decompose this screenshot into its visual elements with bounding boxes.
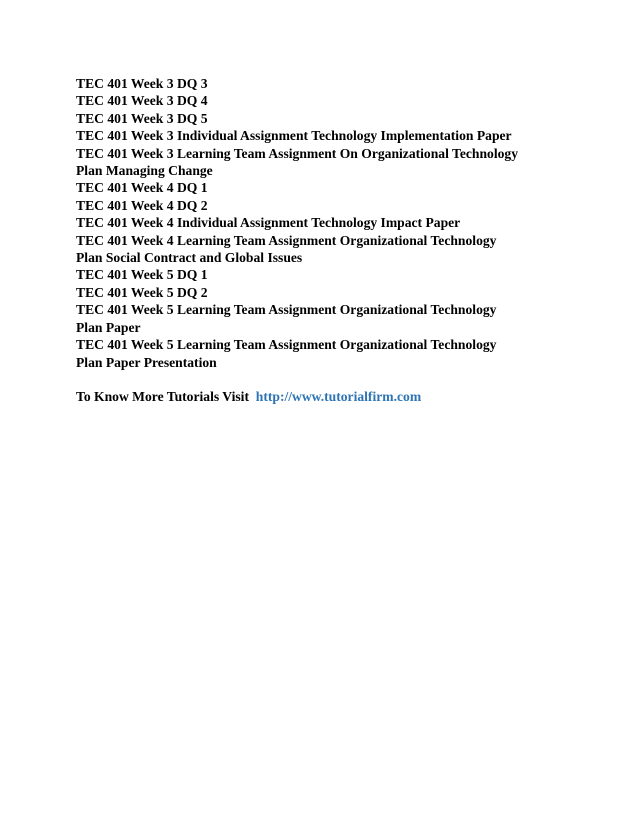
footer-text: To Know More Tutorials Visit xyxy=(76,388,249,404)
list-item: TEC 401 Week 4 DQ 2 xyxy=(76,197,208,213)
list-item: TEC 401 Week 5 DQ 2 xyxy=(76,284,208,300)
list-item: TEC 401 Week 3 DQ 3 xyxy=(76,76,208,91)
list-item: TEC 401 Week 3 Individual Assignment Technology Implementation Paper xyxy=(76,128,512,144)
list-item: TEC 401 Week 5 DQ 1 xyxy=(76,267,208,283)
list-item: TEC 401 Week 3 DQ 5 xyxy=(76,110,208,126)
list-item: TEC 401 Week 4 Individual Assignment Technology Impact Paper xyxy=(76,215,461,231)
tutorial-link[interactable]: http://www.tutorialfirm.com xyxy=(255,388,422,404)
list-item: TEC 401 Week 4 DQ 1 xyxy=(76,180,208,196)
list-item: TEC 401 Week 5 Learning Team Assignment Organizational Technology xyxy=(76,302,497,318)
list-item: TEC 401 Week 3 DQ 4 xyxy=(76,93,208,109)
list-item-continuation: Plan Paper xyxy=(76,319,141,335)
footer-line xyxy=(76,388,616,405)
list-item: TEC 401 Week 4 Learning Team Assignment Organizational Technology xyxy=(76,232,497,248)
list-item: TEC 401 Week 5 Learning Team Assignment Organizational Technology xyxy=(76,337,497,353)
document-body xyxy=(76,75,616,405)
paragraph-spacer xyxy=(76,371,616,388)
list-item-continuation: Plan Social Contract and Global Issues xyxy=(76,250,303,266)
list-item: TEC 401 Week 3 Learning Team Assignment On Organizational Technology xyxy=(76,145,518,161)
list-item-continuation: Plan Paper Presentation xyxy=(76,354,217,370)
list-item-continuation: Plan Managing Change xyxy=(76,163,213,179)
